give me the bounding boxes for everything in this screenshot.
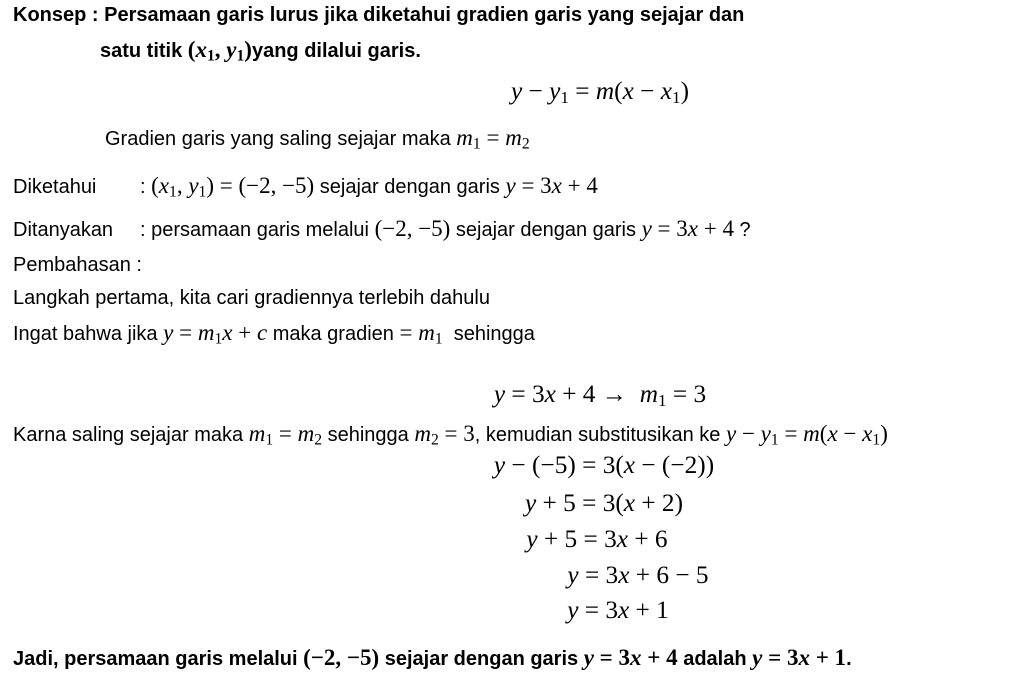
text-segment: 1 (206, 47, 215, 65)
equation-step-4 (215, 560, 1023, 592)
text-segment: − (633, 77, 661, 105)
text-segment: 2 (430, 431, 439, 449)
text-segment: y (188, 173, 199, 198)
text-segment: x (623, 451, 636, 479)
text-segment: sehingga (442, 323, 535, 345)
text-segment: y (493, 451, 506, 479)
text-segment: , (176, 173, 189, 198)
text-segment: , kemudian substitusikan ke (474, 424, 726, 446)
text-segment: y (567, 561, 579, 589)
text-segment: x (195, 37, 207, 62)
text-segment: ) = (−2, −5) (206, 173, 315, 198)
text-segment: x (544, 380, 556, 408)
text-segment: y (526, 525, 538, 553)
text-segment: (−2, −5) (374, 216, 451, 241)
text-segment: sehingga (322, 424, 415, 446)
text-segment: y (226, 37, 237, 62)
text-segment: ( (614, 77, 623, 105)
text-segment: = 3 (578, 596, 618, 624)
text-segment: maka gradien (267, 323, 400, 345)
text-segment: 2 (314, 431, 323, 449)
text-segment: + 2) (635, 489, 684, 517)
text-segment: = 3 (515, 173, 552, 198)
text-segment: 1 (671, 87, 681, 107)
text-segment: m (595, 77, 615, 105)
text-segment: = (778, 421, 804, 446)
text-segment: 1 (472, 135, 481, 153)
given-line (13, 172, 598, 202)
text-segment: 1 (872, 431, 881, 449)
text-segment: + (232, 320, 257, 345)
text-segment: adalah (677, 648, 753, 670)
text-segment: sejajar dengan garis (379, 648, 584, 670)
text-segment: 1 (198, 183, 207, 201)
text-segment: sejajar dengan garis (450, 219, 642, 241)
text-segment: x (687, 216, 698, 241)
step-one-line: Langkah pertama, kita cari gradiennya terlebih dahulu (13, 287, 490, 309)
text-segment: x (622, 77, 634, 105)
text-segment: = 3 (578, 561, 619, 589)
text-segment: x (630, 645, 642, 670)
text-segment: x (618, 561, 630, 589)
given-content (140, 173, 598, 201)
text-segment: x (862, 421, 873, 446)
text-segment: 1 (265, 431, 274, 449)
text-segment: . (846, 648, 852, 670)
text-segment: m (505, 125, 522, 150)
text-segment: x (616, 525, 629, 553)
text-segment: = (273, 421, 298, 446)
equation-step-3 (174, 524, 1020, 556)
recall-gradient-line (13, 319, 535, 349)
text-segment: = 3 (438, 421, 475, 446)
text-segment: Konsep : Persamaan garis lurus jika diketahui gradien garis yang sejajar dan (13, 4, 745, 26)
text-segment: y (163, 320, 174, 345)
text-segment: − (−2)) (635, 451, 715, 479)
asked-content (140, 216, 751, 241)
text-segment: x (660, 77, 672, 105)
text-segment: + 1 (809, 645, 847, 670)
text-segment: y (583, 645, 594, 670)
text-segment: m (803, 421, 820, 446)
text-segment: + 4 (641, 645, 678, 670)
text-segment: , (214, 37, 227, 62)
text-segment: + 6 (628, 525, 668, 553)
given-label: Diketahui (13, 176, 97, 198)
text-segment: m (248, 421, 266, 446)
text-segment: satu titik (100, 40, 188, 62)
text-segment: y (725, 421, 737, 446)
text-segment: yang dilalui garis. (251, 40, 421, 62)
text-segment: 1 (169, 183, 177, 201)
text-segment: = (480, 125, 506, 150)
text-segment: Gradien garis yang saling sejajar maka (105, 128, 457, 150)
text-segment: = (173, 320, 198, 345)
text-segment: ( (151, 173, 159, 198)
text-segment: + 4 (697, 216, 734, 241)
text-segment: − (837, 421, 863, 446)
text-segment: − (522, 77, 550, 105)
text-segment: = 3 (651, 216, 688, 241)
text-segment: 1 (658, 390, 667, 410)
discussion-heading: Pembahasan : (13, 254, 142, 276)
text-segment: : persamaan garis melalui (140, 219, 375, 241)
text-segment: y (510, 77, 523, 105)
asked-line (13, 215, 751, 244)
text-segment: x (798, 645, 810, 670)
text-segment: ) (880, 421, 888, 446)
text-segment: + 1 (629, 596, 669, 624)
text-segment: y (549, 77, 561, 105)
substitution-intro-line (13, 420, 888, 450)
point-slope-formula (177, 76, 1023, 108)
text-segment: = (568, 77, 596, 105)
text-segment: x (827, 421, 838, 446)
text-segment: + 5 = 3( (536, 489, 624, 517)
text-segment: − (−5) = 3( (505, 451, 624, 479)
text-segment: sejajar dengan garis (314, 176, 506, 198)
text-segment: = 3 (666, 380, 707, 408)
text-segment: (−2, −5) (303, 645, 380, 670)
equation-step-5 (195, 595, 1023, 627)
text-segment: Jadi, persamaan garis melalui (13, 648, 304, 670)
text-segment: x (618, 596, 630, 624)
text-segment: y (505, 173, 516, 198)
text-segment: : (140, 176, 152, 198)
text-segment: = 3 (505, 380, 545, 408)
text-segment: 1 (236, 47, 245, 65)
asked-label: Ditanyakan (13, 219, 114, 241)
text-segment: + 5 = 3 (537, 525, 617, 553)
equation-step-2 (181, 488, 1023, 520)
text-segment: ? (733, 219, 751, 241)
text-segment: y (567, 596, 579, 624)
text-segment: ( (819, 421, 828, 446)
text-segment: + 4 (561, 173, 598, 198)
text-segment: + 4 → (555, 380, 640, 408)
text-segment: ) (244, 37, 252, 62)
text-segment: 1 (434, 330, 443, 348)
text-segment: 1 (560, 87, 569, 107)
text-segment: 1 (214, 330, 223, 348)
text-segment: m (414, 421, 431, 446)
text-segment: ) (680, 77, 689, 105)
text-segment: m (197, 320, 215, 345)
concept-line-1 (13, 3, 744, 28)
text-segment: y (493, 380, 506, 408)
text-segment: m (456, 125, 473, 150)
text-segment: c (256, 320, 268, 345)
text-segment: = (399, 320, 419, 345)
text-segment: x (623, 489, 636, 517)
text-segment: 1 (770, 431, 779, 449)
text-segment: + 6 − 5 (629, 561, 709, 589)
conclusion-line (13, 644, 852, 673)
text-segment: Karna saling sejajar maka (13, 424, 249, 446)
text-segment: y (760, 421, 771, 446)
text-segment: x (551, 173, 562, 198)
text-segment: ( (187, 37, 196, 62)
text-segment: y (641, 216, 652, 241)
text-segment: = 3 (762, 645, 799, 670)
gradient-result-equation (177, 379, 1023, 411)
text-segment: y (752, 645, 763, 670)
text-segment: m (639, 380, 658, 408)
text-segment: Ingat bahwa jika (13, 323, 164, 345)
equation-step-1 (181, 450, 1023, 482)
text-segment: m (418, 320, 435, 345)
text-segment: m (297, 421, 315, 446)
concept-line-2 (100, 36, 421, 66)
text-segment: 2 (521, 135, 530, 153)
text-segment: y (524, 489, 537, 517)
text-segment: = 3 (593, 645, 631, 670)
text-segment: x (222, 320, 233, 345)
text-segment: − (736, 421, 761, 446)
text-segment: x (158, 173, 170, 198)
parallel-gradient-note (105, 124, 530, 154)
